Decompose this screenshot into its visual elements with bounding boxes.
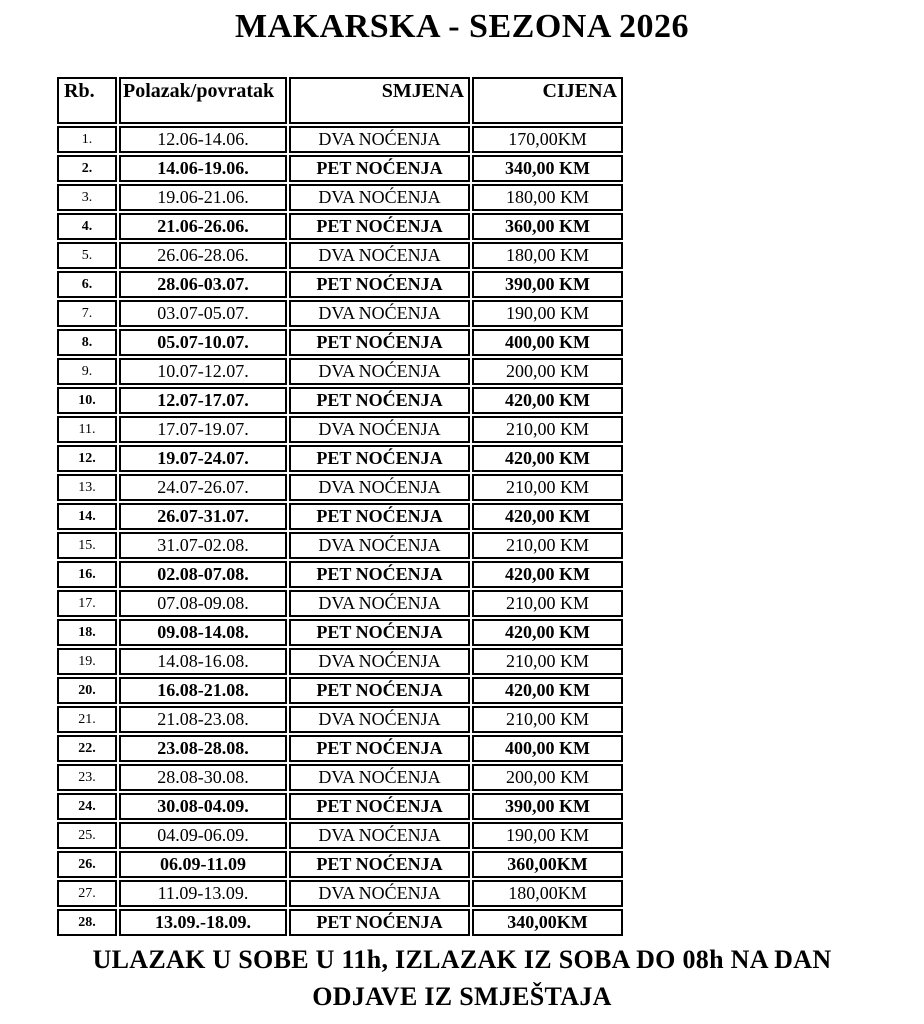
row-price: 340,00 KM bbox=[472, 155, 623, 182]
row-number: 14. bbox=[57, 503, 117, 530]
row-nights-shift: DVA NOĆENJA bbox=[289, 764, 470, 791]
row-price: 420,00 KM bbox=[472, 677, 623, 704]
row-dates: 17.07-19.07. bbox=[119, 416, 287, 443]
table-row bbox=[57, 706, 623, 733]
row-dates: 05.07-10.07. bbox=[119, 329, 287, 356]
table-row bbox=[57, 300, 623, 327]
row-number: 16. bbox=[57, 561, 117, 588]
table-row bbox=[57, 184, 623, 211]
table-row bbox=[57, 474, 623, 501]
row-dates: 14.08-16.08. bbox=[119, 648, 287, 675]
header-rb: Rb. bbox=[57, 77, 117, 124]
row-number: 2. bbox=[57, 155, 117, 182]
row-number: 4. bbox=[57, 213, 117, 240]
table-row bbox=[57, 648, 623, 675]
table-header bbox=[57, 77, 623, 124]
row-number: 24. bbox=[57, 793, 117, 820]
row-nights-shift: DVA NOĆENJA bbox=[289, 300, 470, 327]
row-dates: 21.06-26.06. bbox=[119, 213, 287, 240]
row-price: 170,00KM bbox=[472, 126, 623, 153]
row-nights-shift: PET NOĆENJA bbox=[289, 851, 470, 878]
row-price: 360,00 KM bbox=[472, 213, 623, 240]
row-nights-shift: DVA NOĆENJA bbox=[289, 590, 470, 617]
table-row bbox=[57, 155, 623, 182]
row-dates: 02.08-07.08. bbox=[119, 561, 287, 588]
row-nights-shift: PET NOĆENJA bbox=[289, 909, 470, 936]
row-price: 180,00 KM bbox=[472, 184, 623, 211]
row-number: 15. bbox=[57, 532, 117, 559]
row-price: 180,00KM bbox=[472, 880, 623, 907]
row-price: 210,00 KM bbox=[472, 648, 623, 675]
row-nights-shift: PET NOĆENJA bbox=[289, 735, 470, 762]
row-price: 210,00 KM bbox=[472, 532, 623, 559]
table-row bbox=[57, 445, 623, 472]
table-row bbox=[57, 793, 623, 820]
row-dates: 30.08-04.09. bbox=[119, 793, 287, 820]
row-dates: 21.08-23.08. bbox=[119, 706, 287, 733]
row-number: 18. bbox=[57, 619, 117, 646]
footer-note-line1: ULAZAK U SOBE U 11h, IZLAZAK IZ SOBA DO 08h NA DAN bbox=[92, 945, 832, 974]
row-price: 210,00 KM bbox=[472, 706, 623, 733]
table-row bbox=[57, 387, 623, 414]
header-price: CIJENA bbox=[472, 77, 623, 124]
price-schedule-table bbox=[55, 75, 625, 938]
row-number: 3. bbox=[57, 184, 117, 211]
table-row bbox=[57, 909, 623, 936]
row-dates: 07.08-09.08. bbox=[119, 590, 287, 617]
row-price: 340,00KM bbox=[472, 909, 623, 936]
row-price: 420,00 KM bbox=[472, 445, 623, 472]
row-number: 20. bbox=[57, 677, 117, 704]
row-dates: 10.07-12.07. bbox=[119, 358, 287, 385]
row-price: 190,00 KM bbox=[472, 822, 623, 849]
header-departure-return: Polazak/povratak bbox=[119, 77, 287, 124]
row-nights-shift: DVA NOĆENJA bbox=[289, 126, 470, 153]
row-number: 23. bbox=[57, 764, 117, 791]
row-number: 26. bbox=[57, 851, 117, 878]
row-price: 400,00 KM bbox=[472, 735, 623, 762]
row-nights-shift: PET NOĆENJA bbox=[289, 271, 470, 298]
table-row bbox=[57, 764, 623, 791]
row-number: 17. bbox=[57, 590, 117, 617]
row-price: 390,00 KM bbox=[472, 793, 623, 820]
row-price: 210,00 KM bbox=[472, 416, 623, 443]
row-nights-shift: PET NOĆENJA bbox=[289, 677, 470, 704]
row-number: 27. bbox=[57, 880, 117, 907]
table-row bbox=[57, 851, 623, 878]
page-title: MAKARSKA - SEZONA 2026 bbox=[235, 8, 689, 45]
row-nights-shift: PET NOĆENJA bbox=[289, 329, 470, 356]
row-nights-shift: DVA NOĆENJA bbox=[289, 648, 470, 675]
row-number: 12. bbox=[57, 445, 117, 472]
row-dates: 24.07-26.07. bbox=[119, 474, 287, 501]
row-price: 210,00 KM bbox=[472, 590, 623, 617]
row-dates: 12.07-17.07. bbox=[119, 387, 287, 414]
row-nights-shift: PET NOĆENJA bbox=[289, 445, 470, 472]
row-nights-shift: DVA NOĆENJA bbox=[289, 532, 470, 559]
row-price: 200,00 KM bbox=[472, 358, 623, 385]
table-row bbox=[57, 619, 623, 646]
row-number: 19. bbox=[57, 648, 117, 675]
row-nights-shift: DVA NOĆENJA bbox=[289, 242, 470, 269]
table-row bbox=[57, 271, 623, 298]
row-number: 25. bbox=[57, 822, 117, 849]
row-price: 420,00 KM bbox=[472, 387, 623, 414]
row-dates: 26.06-28.06. bbox=[119, 242, 287, 269]
row-dates: 13.09.-18.09. bbox=[119, 909, 287, 936]
row-nights-shift: DVA NOĆENJA bbox=[289, 416, 470, 443]
row-price: 390,00 KM bbox=[472, 271, 623, 298]
row-price: 400,00 KM bbox=[472, 329, 623, 356]
row-nights-shift: DVA NOĆENJA bbox=[289, 184, 470, 211]
row-number: 28. bbox=[57, 909, 117, 936]
row-number: 9. bbox=[57, 358, 117, 385]
row-dates: 23.08-28.08. bbox=[119, 735, 287, 762]
row-number: 11. bbox=[57, 416, 117, 443]
footer-note bbox=[0, 941, 924, 1015]
row-nights-shift: DVA NOĆENJA bbox=[289, 822, 470, 849]
row-number: 22. bbox=[57, 735, 117, 762]
table-row bbox=[57, 503, 623, 530]
table-row bbox=[57, 126, 623, 153]
row-number: 5. bbox=[57, 242, 117, 269]
row-number: 21. bbox=[57, 706, 117, 733]
header-row bbox=[57, 77, 623, 124]
row-dates: 06.09-11.09 bbox=[119, 851, 287, 878]
table-row bbox=[57, 242, 623, 269]
row-nights-shift: PET NOĆENJA bbox=[289, 793, 470, 820]
table-row bbox=[57, 358, 623, 385]
table-row bbox=[57, 329, 623, 356]
table-row bbox=[57, 561, 623, 588]
row-dates: 26.07-31.07. bbox=[119, 503, 287, 530]
row-price: 420,00 KM bbox=[472, 619, 623, 646]
row-price: 420,00 KM bbox=[472, 561, 623, 588]
row-nights-shift: DVA NOĆENJA bbox=[289, 706, 470, 733]
table-row bbox=[57, 532, 623, 559]
row-price: 210,00 KM bbox=[472, 474, 623, 501]
table-row bbox=[57, 677, 623, 704]
row-dates: 14.06-19.06. bbox=[119, 155, 287, 182]
row-price: 420,00 KM bbox=[472, 503, 623, 530]
row-price: 360,00KM bbox=[472, 851, 623, 878]
table-row bbox=[57, 822, 623, 849]
row-dates: 09.08-14.08. bbox=[119, 619, 287, 646]
table-row bbox=[57, 590, 623, 617]
table-row bbox=[57, 880, 623, 907]
row-nights-shift: PET NOĆENJA bbox=[289, 213, 470, 240]
row-nights-shift: DVA NOĆENJA bbox=[289, 358, 470, 385]
row-price: 200,00 KM bbox=[472, 764, 623, 791]
row-dates: 16.08-21.08. bbox=[119, 677, 287, 704]
row-dates: 28.06-03.07. bbox=[119, 271, 287, 298]
row-nights-shift: PET NOĆENJA bbox=[289, 503, 470, 530]
row-dates: 19.07-24.07. bbox=[119, 445, 287, 472]
table-row bbox=[57, 735, 623, 762]
row-dates: 28.08-30.08. bbox=[119, 764, 287, 791]
row-nights-shift: PET NOĆENJA bbox=[289, 155, 470, 182]
row-number: 6. bbox=[57, 271, 117, 298]
row-dates: 11.09-13.09. bbox=[119, 880, 287, 907]
row-price: 180,00 KM bbox=[472, 242, 623, 269]
row-number: 7. bbox=[57, 300, 117, 327]
table-row bbox=[57, 416, 623, 443]
row-nights-shift: PET NOĆENJA bbox=[289, 619, 470, 646]
row-number: 1. bbox=[57, 126, 117, 153]
row-dates: 19.06-21.06. bbox=[119, 184, 287, 211]
row-number: 10. bbox=[57, 387, 117, 414]
footer-note-line2: ODJAVE IZ SMJEŠTAJA bbox=[312, 982, 612, 1011]
row-nights-shift: DVA NOĆENJA bbox=[289, 474, 470, 501]
row-nights-shift: PET NOĆENJA bbox=[289, 387, 470, 414]
row-number: 8. bbox=[57, 329, 117, 356]
row-dates: 03.07-05.07. bbox=[119, 300, 287, 327]
row-number: 13. bbox=[57, 474, 117, 501]
row-nights-shift: PET NOĆENJA bbox=[289, 561, 470, 588]
row-dates: 31.07-02.08. bbox=[119, 532, 287, 559]
row-nights-shift: DVA NOĆENJA bbox=[289, 880, 470, 907]
schedule-table-body bbox=[57, 126, 623, 936]
header-shift: SMJENA bbox=[289, 77, 470, 124]
row-dates: 04.09-06.09. bbox=[119, 822, 287, 849]
row-dates: 12.06-14.06. bbox=[119, 126, 287, 153]
row-price: 190,00 KM bbox=[472, 300, 623, 327]
table-row bbox=[57, 213, 623, 240]
